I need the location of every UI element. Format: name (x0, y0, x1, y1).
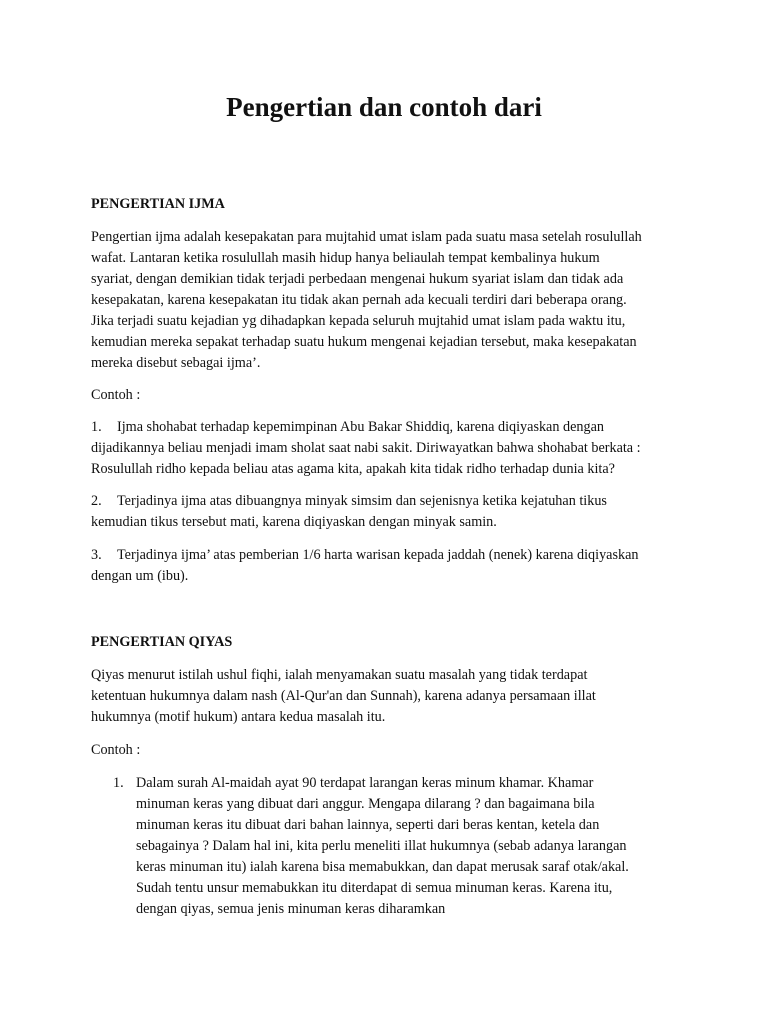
text-line: kemudian tikus tersebut mati, karena diqiyaskan dengan minyak samin. (91, 514, 497, 530)
ijma-heading: PENGERTIAN IJMA (91, 196, 225, 212)
text-line: Rosulullah ridho kepada beliau atas agama kita, apakah kita tidak ridho terhadap dunia kita? (91, 461, 615, 477)
list-number: 1. (91, 419, 102, 435)
text-line: dengan qiyas, semua jenis minuman keras diharamkan (136, 901, 446, 917)
ijma-example-1 (91, 417, 691, 480)
text-line: hukumnya (motif hukum) antara kedua masalah itu. (91, 709, 386, 725)
text-line: Dalam surah Al-maidah ayat 90 terdapat larangan keras minum khamar. Khamar (136, 775, 594, 791)
ijma-example-3 (91, 545, 691, 587)
text-line: ketentuan hukumnya dalam nash (Al-Qur'an dan Sunnah), karena adanya persamaan illat (91, 688, 596, 704)
text-line: Ijma shohabat terhadap kepemimpinan Abu Bakar Shiddiq, karena diqiyaskan dengan (117, 419, 604, 435)
text-line: wafat. Lantaran ketika rosulullah masih hidup hanya beliaulah tempat kembalinya hukum (91, 250, 600, 266)
text-line: Sudah tentu unsur memabukkan itu diterdapat di semua minuman keras. Karena itu, (136, 880, 613, 896)
ijma-example-2 (91, 491, 691, 533)
text-line: Pengertian ijma adalah kesepakatan para mujtahid umat islam pada suatu masa setelah rosulullah (91, 229, 642, 245)
text-line: kesepakatan, karena kesepakatan itu tidak akan pernah ada kecuali terdiri dari beberapa orang. (91, 292, 627, 308)
ijma-contoh-label: Contoh : (91, 387, 141, 403)
text-line: dengan um (ibu). (91, 568, 189, 584)
list-number: 2. (91, 493, 102, 509)
qiyas-heading: PENGERTIAN QIYAS (91, 634, 233, 650)
text-line: Terjadinya ijma’ atas pemberian 1/6 harta warisan kepada jaddah (nenek) karena diqiyaskan (117, 547, 639, 563)
text-line: minuman keras yang dibuat dari anggur. Mengapa dilarang ? dan bagaimana bila (136, 796, 595, 812)
list-number: 1. (113, 775, 124, 791)
text-line: syariat, dengan demikian tidak terjadi perbedaan mengenai hukum syariat islam dan tidak ada (91, 271, 624, 287)
text-line: Jika terjadi suatu kejadian yg dihadapkan kepada seluruh mujtahid umat islam pada waktu itu, (91, 313, 626, 329)
list-number: 3. (91, 547, 102, 563)
text-line: sebagainya ? Dalam hal ini, kita perlu meneliti illat hukumnya (sebab adanya larangan (136, 838, 627, 854)
text-line: kemudian mereka sepakat terhadap suatu hukum mengenai kejadian tersebut, maka kesepakatan (91, 334, 637, 350)
text-line: Terjadinya ijma atas dibuangnya minyak simsim dan sejenisnya ketika kejatuhan tikus (117, 493, 607, 509)
qiyas-contoh-label: Contoh : (91, 742, 141, 758)
text-line: minuman keras itu dibuat dari bahan lainnya, seperti dari beras kentan, ketela dan (136, 817, 600, 833)
qiyas-example-1 (113, 773, 703, 920)
ijma-paragraph (91, 227, 691, 374)
text-line: keras minuman itu) ialah karena bisa memabukkan, dan dapat merusak saraf otak/akal. (136, 859, 629, 875)
text-line: dijadikannya beliau menjadi imam sholat saat nabi sakit. Diriwayatkan bahwa shohabat berkata : (91, 440, 641, 456)
page-title: Pengertian dan contoh dari (226, 92, 542, 122)
qiyas-paragraph (91, 665, 691, 728)
text-line: mereka disebut sebagai ijma’. (91, 355, 261, 371)
text-line: Qiyas menurut istilah ushul fiqhi, ialah menyamakan suatu masalah yang tidak terdapat (91, 667, 588, 683)
